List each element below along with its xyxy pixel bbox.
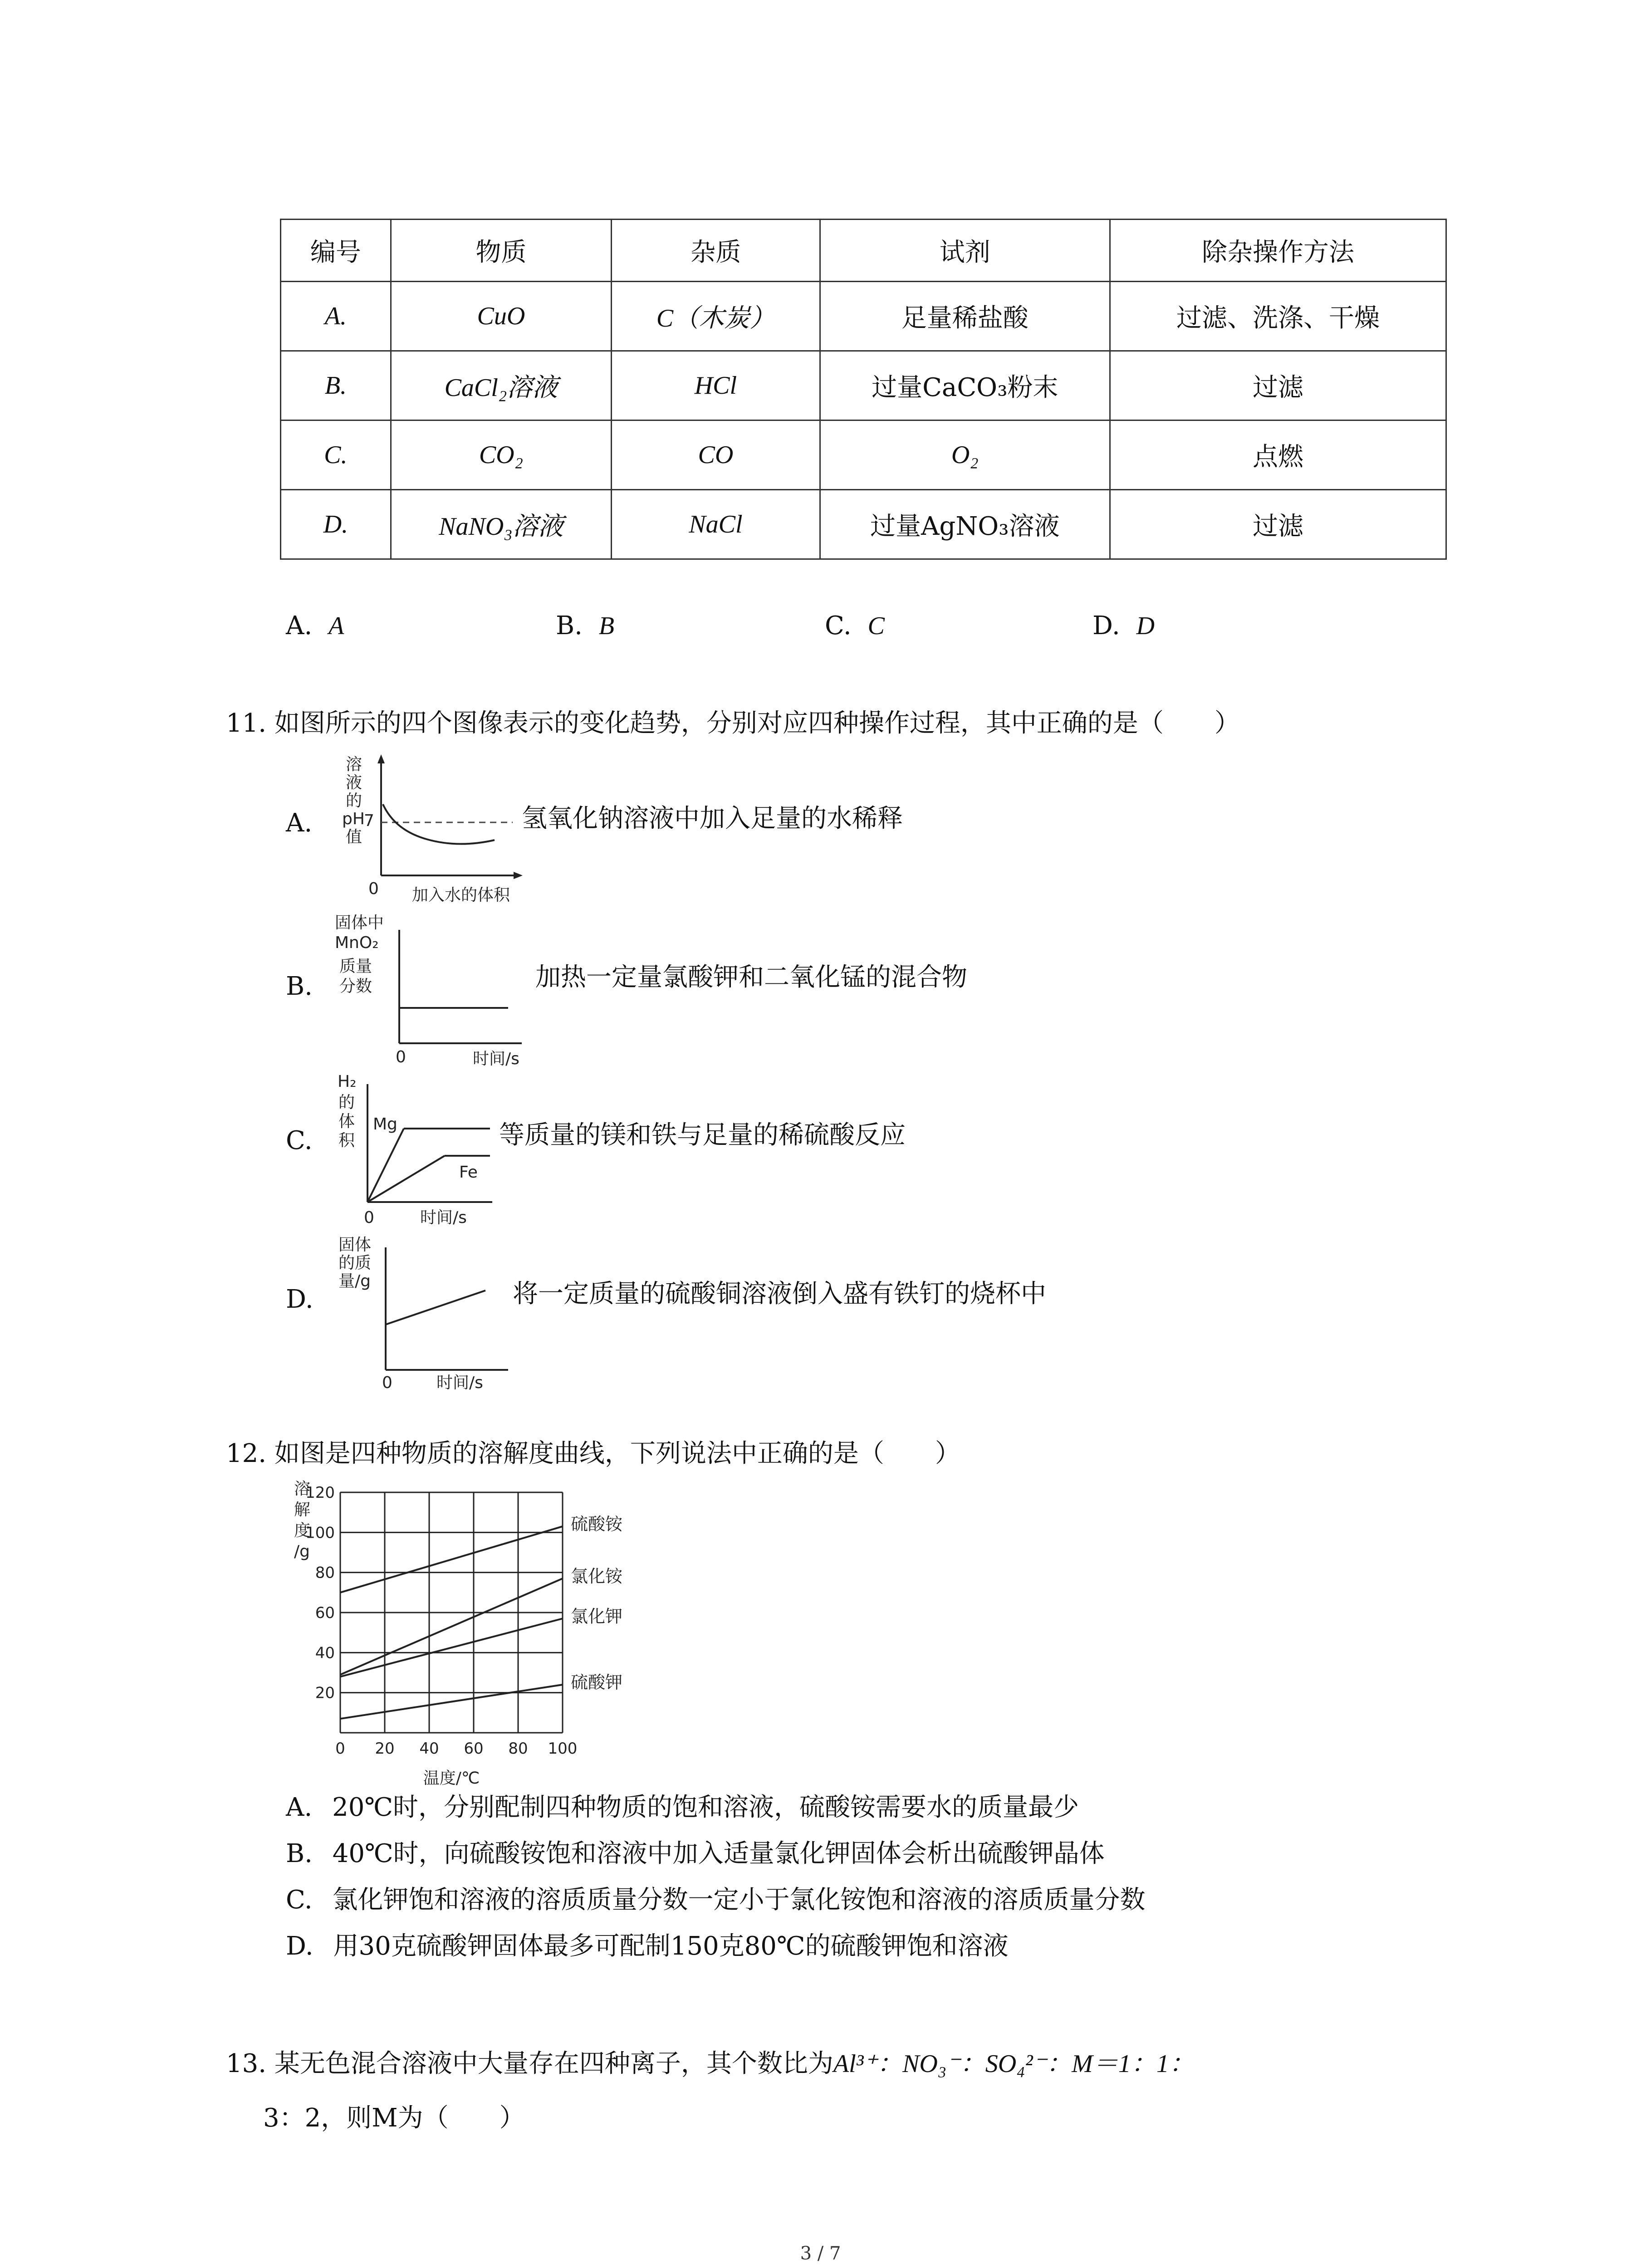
x-tick-label: 60 bbox=[464, 1740, 484, 1758]
y-tick-label: 40 bbox=[315, 1644, 335, 1662]
ylabel-char: 值 bbox=[346, 828, 362, 846]
header-reagent: 试剂 bbox=[820, 220, 1110, 282]
q13-stem: 13. 某无色混合溶液中大量存在四种离子，其个数比为 bbox=[226, 2049, 833, 2078]
option-label: C. bbox=[286, 1885, 313, 1915]
cell-substance: NaNO₃溶液 bbox=[391, 490, 611, 559]
ylabel-char: 固体中 bbox=[335, 914, 384, 932]
option-text: 40℃时，向硫酸铵饱和溶液中加入适量氯化钾固体会析出硫酸钾晶体 bbox=[332, 1839, 1105, 1868]
option-text: 氯化钾饱和溶液的溶质质量分数一定小于氯化铵饱和溶液的溶质质量分数 bbox=[332, 1885, 1146, 1915]
q11-graph-a bbox=[336, 751, 544, 905]
y-tick-label: 60 bbox=[315, 1604, 335, 1622]
series-label-mg: Mg bbox=[373, 1115, 397, 1134]
q11-option-c-text: 等质量的镁和铁与足量的稀硫酸反应 bbox=[499, 1120, 906, 1150]
y-tick-label: 20 bbox=[315, 1684, 335, 1702]
y-axis-label-char: /g bbox=[294, 1542, 310, 1561]
ylabel-char: pH bbox=[342, 810, 365, 828]
y-tick-label: 100 bbox=[305, 1524, 335, 1542]
cell-substance: CuO bbox=[391, 282, 611, 351]
option-label: B. bbox=[286, 1839, 313, 1868]
ylabel-char: 量/g bbox=[338, 1272, 371, 1290]
impurity-table bbox=[280, 219, 1447, 560]
option-label: D. bbox=[286, 1931, 314, 1961]
series-label: 氯化钾 bbox=[571, 1606, 623, 1627]
q12-option-c[interactable] bbox=[286, 1884, 1145, 1916]
ylabel-char: 的 bbox=[338, 1093, 355, 1112]
q11-graph-c bbox=[331, 1070, 522, 1225]
q11-graph-d bbox=[331, 1234, 522, 1393]
table-row bbox=[281, 490, 1446, 559]
q13-line1 bbox=[226, 2048, 1195, 2080]
y-axis-label-char: 度 bbox=[294, 1521, 311, 1540]
page-number: 3 / 7 bbox=[800, 2243, 841, 2264]
cell-impurity: HCl bbox=[612, 351, 820, 420]
cell-id: D. bbox=[281, 490, 391, 559]
ylabel-char: H₂ bbox=[338, 1072, 357, 1091]
cell-id: C. bbox=[281, 420, 391, 490]
ylabel-char: 液 bbox=[346, 773, 362, 792]
q12-stem: 12. 如图是四种物质的溶解度曲线，下列说法中正确的是（ ） bbox=[226, 1439, 960, 1468]
cell-method: 过滤 bbox=[1110, 351, 1446, 420]
q13-line2: 3：2，则M为（ ） bbox=[263, 2103, 525, 2133]
ylabel-char: 积 bbox=[338, 1131, 355, 1150]
option-label: B. bbox=[556, 611, 583, 640]
table-header-row bbox=[281, 220, 1446, 282]
series-label-fe: Fe bbox=[459, 1163, 478, 1182]
x-tick-label: 40 bbox=[419, 1740, 439, 1758]
cell-method: 过滤 bbox=[1110, 490, 1446, 559]
ylabel-char: 溶 bbox=[346, 755, 362, 774]
cell-reagent: 过量CaCO₃粉末 bbox=[820, 351, 1110, 420]
option-value: B bbox=[598, 612, 614, 640]
x-axis-label: 加入水的体积 bbox=[412, 886, 510, 904]
option-value: C bbox=[867, 612, 885, 640]
x-tick-label: 20 bbox=[375, 1740, 395, 1758]
series-line bbox=[340, 1526, 563, 1593]
option-label: C. bbox=[825, 611, 852, 640]
option-label: D. bbox=[1092, 611, 1120, 640]
q11-graph-b bbox=[331, 912, 558, 1066]
ylabel-char: 的质 bbox=[338, 1254, 372, 1272]
q11-option-a-text: 氢氧化钠溶液中加入足量的水稀释 bbox=[522, 804, 903, 833]
header-substance: 物质 bbox=[391, 220, 611, 282]
q10-option-b[interactable] bbox=[556, 610, 614, 642]
cell-id: B. bbox=[281, 351, 391, 420]
ylabel-char: MnO₂ bbox=[335, 934, 379, 952]
option-value: A bbox=[328, 612, 344, 640]
ylabel-char: 固体 bbox=[338, 1236, 372, 1254]
x-axis-label: 时间/s bbox=[473, 1050, 519, 1066]
cell-substance: CaCl₂溶液 bbox=[391, 351, 611, 420]
table-row bbox=[281, 351, 1446, 420]
q11-stem: 11. 如图所示的四个图像表示的变化趋势，分别对应四种操作过程，其中正确的是（ ） bbox=[226, 709, 1240, 738]
table-row bbox=[281, 420, 1446, 490]
origin-label: 0 bbox=[382, 1374, 392, 1392]
q11-option-b-label[interactable]: B. bbox=[286, 972, 313, 1001]
q11-option-b-text: 加热一定量氯酸钾和二氧化锰的混合物 bbox=[535, 963, 967, 992]
ylabel-char: 质量 bbox=[339, 957, 372, 976]
q10-option-d[interactable] bbox=[1092, 610, 1155, 642]
ylabel-char: 体 bbox=[338, 1112, 355, 1131]
cell-reagent: O₂ bbox=[820, 420, 1110, 490]
header-impurity: 杂质 bbox=[612, 220, 820, 282]
q12-option-a[interactable] bbox=[286, 1792, 1079, 1823]
solubility-chart bbox=[290, 1474, 644, 1801]
q12-option-b[interactable] bbox=[286, 1838, 1105, 1870]
q11-option-d-label[interactable]: D. bbox=[286, 1285, 314, 1314]
y-tick-label: 120 bbox=[305, 1484, 335, 1502]
q11-option-a-label[interactable]: A. bbox=[286, 808, 313, 838]
q13-ion-ratio: Al³⁺：NO₃⁻：SO₄²⁻：M＝1：1： bbox=[833, 2050, 1195, 2078]
x-axis-label: 温度/℃ bbox=[423, 1769, 480, 1788]
series-label: 硫酸铵 bbox=[571, 1514, 623, 1535]
series-label: 硫酸钾 bbox=[571, 1672, 623, 1692]
ylabel-char: 分数 bbox=[339, 977, 372, 996]
option-text: 20℃时，分别配制四种物质的饱和溶液，硫酸铵需要水的质量最少 bbox=[332, 1793, 1079, 1822]
q11-option-c-label[interactable]: C. bbox=[286, 1126, 313, 1155]
x-axis-label: 时间/s bbox=[436, 1374, 483, 1392]
cell-substance: CO₂ bbox=[391, 420, 611, 490]
x-tick-label: 0 bbox=[335, 1740, 345, 1758]
y-axis-label-char: 溶 bbox=[294, 1480, 311, 1498]
x-tick-label: 100 bbox=[548, 1740, 578, 1758]
option-text: 用30克硫酸钾固体最多可配制150克80℃的硫酸钾饱和溶液 bbox=[333, 1931, 1009, 1961]
series-line bbox=[340, 1685, 563, 1719]
q11-option-d-text: 将一定质量的硫酸铜溶液倒入盛有铁钉的烧杯中 bbox=[513, 1279, 1046, 1309]
cell-method: 过滤、洗涤、干燥 bbox=[1110, 282, 1446, 351]
origin-label: 0 bbox=[368, 880, 379, 898]
header-id: 编号 bbox=[281, 220, 391, 282]
option-value: D bbox=[1136, 612, 1155, 640]
cell-reagent: 过量AgNO₃溶液 bbox=[820, 490, 1110, 559]
q10-option-a[interactable] bbox=[286, 610, 344, 642]
x-axis-label: 时间/s bbox=[420, 1208, 467, 1225]
cell-method: 点燃 bbox=[1110, 420, 1446, 490]
ylabel-char: 的 bbox=[346, 792, 362, 810]
x-tick-label: 80 bbox=[508, 1740, 528, 1758]
cell-impurity: NaCl bbox=[612, 490, 820, 559]
q10-option-c[interactable] bbox=[825, 610, 885, 642]
y-tick-label: 80 bbox=[315, 1564, 335, 1582]
option-label: A. bbox=[286, 611, 313, 640]
table-row bbox=[281, 282, 1446, 351]
cell-impurity: C（木炭） bbox=[612, 282, 820, 351]
series-label: 氯化铵 bbox=[571, 1566, 623, 1586]
y-axis-label-char: 解 bbox=[294, 1501, 311, 1519]
origin-label: 0 bbox=[396, 1048, 406, 1066]
origin-label: 0 bbox=[364, 1208, 374, 1225]
cell-id: A. bbox=[281, 282, 391, 351]
cell-impurity: CO bbox=[612, 420, 820, 490]
q12-option-d[interactable] bbox=[286, 1931, 1009, 1962]
cell-reagent: 足量稀盐酸 bbox=[820, 282, 1110, 351]
y-tick-7: 7 bbox=[364, 811, 374, 830]
option-label: A. bbox=[286, 1793, 313, 1822]
header-method: 除杂操作方法 bbox=[1110, 220, 1446, 282]
